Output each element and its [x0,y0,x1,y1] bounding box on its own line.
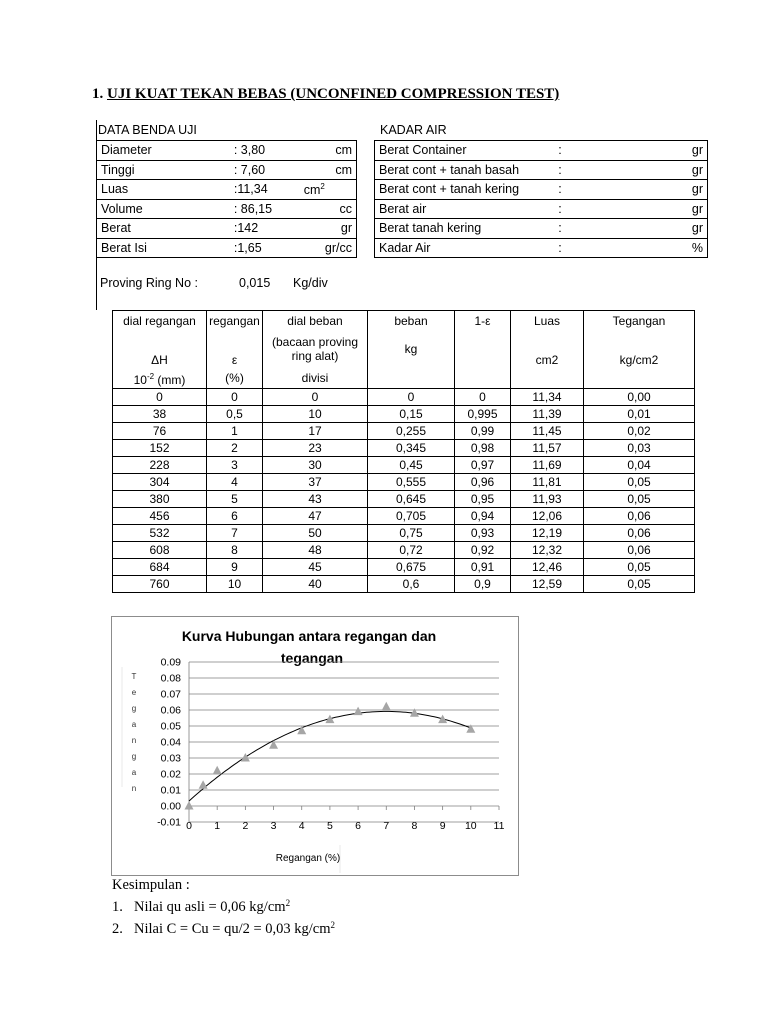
table-cell: 532 [113,524,207,541]
table-cell: 0,05 [584,558,695,575]
benda-row [97,238,357,258]
table-cell: 6 [207,507,263,524]
table-cell: 11,81 [511,473,584,490]
col-subheader [455,331,511,369]
doc-title [92,86,559,103]
col-unit: divisi [263,369,368,389]
table-cell: 30 [263,456,368,473]
table-cell: 11,34 [511,388,584,405]
proving-ring-label: Proving Ring No : [100,276,198,290]
table-cell: 5 [207,490,263,507]
table-cell: 0,255 [368,422,455,439]
table-cell: 0,05 [584,575,695,592]
x-tick-label: 6 [355,820,362,832]
table-cell: 152 [113,439,207,456]
kesimpulan [112,876,335,938]
y-tick-label: 0.05 [160,720,181,733]
kadar-row [375,219,708,239]
table-cell: 12,46 [511,558,584,575]
kadar-row [375,238,708,258]
benda-value: :11,34 [234,180,294,200]
benda-value: : 86,15 [234,199,294,219]
benda-unit: gr [294,219,357,239]
kadar-colon: : [558,160,647,180]
col-unit: $10^{-2}$ (mm) [113,369,207,389]
kadar-label: Berat air [375,199,559,219]
table-cell: 0,02 [584,422,695,439]
kadar-row [375,160,708,180]
benda-value: : 7,60 [234,160,294,180]
table-cell: 11,93 [511,490,584,507]
y-tick-label: 0.00 [160,800,181,813]
table-cell: 12,06 [511,507,584,524]
table-cell: 10 [263,405,368,422]
kadar-colon: : [558,219,647,239]
kadar-label: Berat tanah kering [375,219,559,239]
unit-sup: -2 [146,371,155,381]
table-row [113,575,695,592]
kesimpulan-heading: Kesimpulan : [112,877,190,893]
kadar-air-heading: KADAR AIR [380,123,447,137]
benda-unit: cc [294,199,357,219]
benda-row [97,219,357,239]
kadar-unit: gr [648,160,708,180]
table-row [113,558,695,575]
data-point [438,715,447,724]
x-tick-label: 3 [270,820,277,832]
benda-unit: cm [294,160,357,180]
y-tick-label: 0.08 [160,672,181,685]
test-data-table [112,310,695,593]
table-cell: 43 [263,490,368,507]
data-point [185,801,194,810]
kadar-colon: : [558,180,647,200]
benda-unit: cm [294,141,357,161]
title-number: 1. [92,86,104,102]
y-tick-label: 0.06 [160,704,181,717]
y-tick-label: 0.07 [160,688,181,701]
kadar-row [375,180,708,200]
table-cell: 0,345 [368,439,455,456]
benda-value: : 3,80 [234,141,294,161]
table-cell: 0,98 [455,439,511,456]
benda-value: :142 [234,219,294,239]
table-cell: 38 [113,405,207,422]
table-cell: 0,92 [455,541,511,558]
table-cell: 0 [368,388,455,405]
table-cell: 47 [263,507,368,524]
kadar-colon: : [558,238,647,258]
x-tick-label: 9 [439,820,446,832]
table-cell: 23 [263,439,368,456]
table-cell: 0,995 [455,405,511,422]
stress-strain-chart [111,616,519,876]
y-axis-label-letter: T [131,672,137,681]
table-cell: 0,675 [368,558,455,575]
proving-ring-value: 0,015 [239,276,271,290]
table-cell: 0 [455,388,511,405]
kadar-unit: % [648,238,708,258]
y-tick-label: -0.01 [157,816,181,829]
col-subheader: kg/cm2 [584,331,695,369]
kadar-label: Kadar Air [375,238,559,258]
kadar-unit: gr [648,141,708,161]
table-cell: 0,5 [207,405,263,422]
table-cell: 10 [207,575,263,592]
data-point [213,766,222,775]
table-cell: 11,39 [511,405,584,422]
data-point [382,702,391,711]
benda-row [97,160,357,180]
col-unit [455,369,511,389]
table-row [113,490,695,507]
benda-row [97,199,357,219]
col-unit [368,369,455,389]
col-header: beban [368,311,455,331]
y-tick-label: 0.03 [160,752,181,765]
chart-title-line2: tegangan [280,650,344,666]
table-cell: 40 [263,575,368,592]
table-cell: 0 [207,388,263,405]
table-cell: 0,9 [455,575,511,592]
table-cell: 17 [263,422,368,439]
x-tick-label: 11 [493,820,505,832]
table-cell: 0,645 [368,490,455,507]
title-text: UJI KUAT TEKAN BEBAS (UNCONFINED COMPRESSION TEST) [107,86,560,102]
benda-row [97,141,357,161]
table-cell: 1 [207,422,263,439]
table-cell: 608 [113,541,207,558]
table-cell: 0,05 [584,473,695,490]
table-row [113,524,695,541]
table-cell: 0,94 [455,507,511,524]
table-cell: 0,72 [368,541,455,558]
kadar-row [375,199,708,219]
table-cell: 11,69 [511,456,584,473]
y-axis-label-letter: g [131,752,137,761]
table-row [113,405,695,422]
table-cell: 0,75 [368,524,455,541]
table-row [113,439,695,456]
benda-unit: $cm^2$ [294,180,357,200]
table-cell: 0,555 [368,473,455,490]
col-unit [584,369,695,389]
table-cell: 11,57 [511,439,584,456]
table-row [113,473,695,490]
benda-row [97,180,357,200]
kesimpulan-sup: 2 [330,920,336,930]
table-cell: 380 [113,490,207,507]
table-cell: 304 [113,473,207,490]
col-header: dial regangan [113,311,207,331]
data-point [241,753,250,762]
kesimpulan-sup: 2 [285,898,291,908]
col-subheader: kg [368,331,455,369]
table-cell: 4 [207,473,263,490]
kadar-label: Berat cont + tanah basah [375,160,559,180]
kesimpulan-item [112,916,335,938]
table-cell: 0,00 [584,388,695,405]
col-header: 1-ε [455,311,511,331]
table-cell: 12,19 [511,524,584,541]
x-tick-label: 7 [383,820,390,832]
data-point [354,707,363,716]
kadar-air-table [374,140,708,258]
table-cell: 0 [263,388,368,405]
col-subheader: ΔH [113,331,207,369]
table-cell: 8 [207,541,263,558]
x-tick-label: 5 [326,820,333,832]
x-tick-label: 10 [464,820,477,832]
table-cell: 456 [113,507,207,524]
table-row [113,507,695,524]
kesimpulan-num: 1. [112,899,123,915]
table-cell: 760 [113,575,207,592]
benda-label: Tinggi [97,160,234,180]
kesimpulan-text: Nilai qu asli = 0,06 kg/cm [134,899,286,915]
benda-value: :1,65 [234,238,294,258]
kesimpulan-item [112,894,335,916]
table-cell: 0 [113,388,207,405]
x-tick-label: 2 [242,820,249,832]
table-cell: 0,45 [368,456,455,473]
data-point [466,724,475,733]
kesimpulan-text: Nilai C = Cu = qu/2 = 0,03 kg/cm [134,921,331,937]
x-tick-label: 0 [186,820,192,832]
benda-unit-sup: 2 [320,181,325,191]
y-axis-label-letter: e [131,688,137,697]
y-tick-label: 0.04 [160,736,181,749]
table-cell: 0,15 [368,405,455,422]
kadar-label: Berat cont + tanah kering [375,180,559,200]
y-axis-label-letter: a [131,720,137,729]
benda-label: Berat Isi [97,238,234,258]
col-header: Luas [511,311,584,331]
benda-label: Diameter [97,141,234,161]
table-cell: 9 [207,558,263,575]
y-tick-label: 0.02 [160,768,181,781]
benda-unit: gr/cc [294,238,357,258]
kadar-unit: gr [648,199,708,219]
kesimpulan-num: 2. [112,921,123,937]
table-cell: 0,03 [584,439,695,456]
table-cell: 684 [113,558,207,575]
table-cell: 0,97 [455,456,511,473]
table-cell: 11,45 [511,422,584,439]
table-cell: 2 [207,439,263,456]
table-row [113,541,695,558]
kadar-label: Berat Container [375,141,559,161]
kadar-unit: gr [648,219,708,239]
data-point [269,740,278,749]
col-subheader: cm2 [511,331,584,369]
y-tick-label: 0.09 [160,656,181,669]
y-axis-label-letter: a [131,768,137,777]
table-cell: 0,04 [584,456,695,473]
data-point [199,780,208,789]
benda-label: Luas [97,180,234,200]
table-cell: 0,91 [455,558,511,575]
kadar-row [375,141,708,161]
table-cell: 48 [263,541,368,558]
table-cell: 0,6 [368,575,455,592]
table-cell: 0,06 [584,541,695,558]
chart-title-line1: Kurva Hubungan antara regangan dan [181,628,437,644]
table-cell: 0,06 [584,507,695,524]
y-axis-label-letter: n [131,784,137,793]
col-header: dial beban [263,311,368,331]
data-point [325,715,334,724]
data-benda-uji-table [96,140,357,258]
table-cell: 228 [113,456,207,473]
col-header: regangan [207,311,263,331]
table-cell: 12,59 [511,575,584,592]
col-unit [511,369,584,389]
table-cell: 0,05 [584,490,695,507]
table-cell: 0,99 [455,422,511,439]
kadar-unit: gr [648,180,708,200]
x-tick-label: 4 [298,820,305,832]
table-cell: 0,95 [455,490,511,507]
x-axis-label: Regangan (%) [275,853,341,864]
benda-label: Berat [97,219,234,239]
table-cell: 3 [207,456,263,473]
y-axis-label-letter: g [131,704,137,713]
table-cell: 45 [263,558,368,575]
table-cell: 0,96 [455,473,511,490]
kadar-colon: : [558,141,647,161]
proving-ring-unit: Kg/div [293,276,328,290]
table-cell: 37 [263,473,368,490]
table-cell: 0,06 [584,524,695,541]
table-cell: 12,32 [511,541,584,558]
benda-label: Volume [97,199,234,219]
data-benda-uji-heading: DATA BENDA UJI [98,123,197,137]
table-cell: 0,93 [455,524,511,541]
table-cell: 0,01 [584,405,695,422]
kadar-colon: : [558,199,647,219]
col-unit: (%) [207,369,263,389]
col-header: Tegangan [584,311,695,331]
trendline [189,711,471,801]
table-row [113,388,695,405]
table-cell: 50 [263,524,368,541]
col-subheader: (bacaan proving ring alat) [263,331,368,369]
x-tick-label: 1 [214,820,221,832]
table-cell: 7 [207,524,263,541]
x-tick-label: 8 [411,820,418,832]
table-cell: 76 [113,422,207,439]
y-axis-label-letter: n [131,736,137,745]
y-tick-label: 0.01 [160,784,181,797]
chart-svg [112,617,518,875]
col-subheader: ε [207,331,263,369]
table-row [113,422,695,439]
table-cell: 0,705 [368,507,455,524]
table-row [113,456,695,473]
